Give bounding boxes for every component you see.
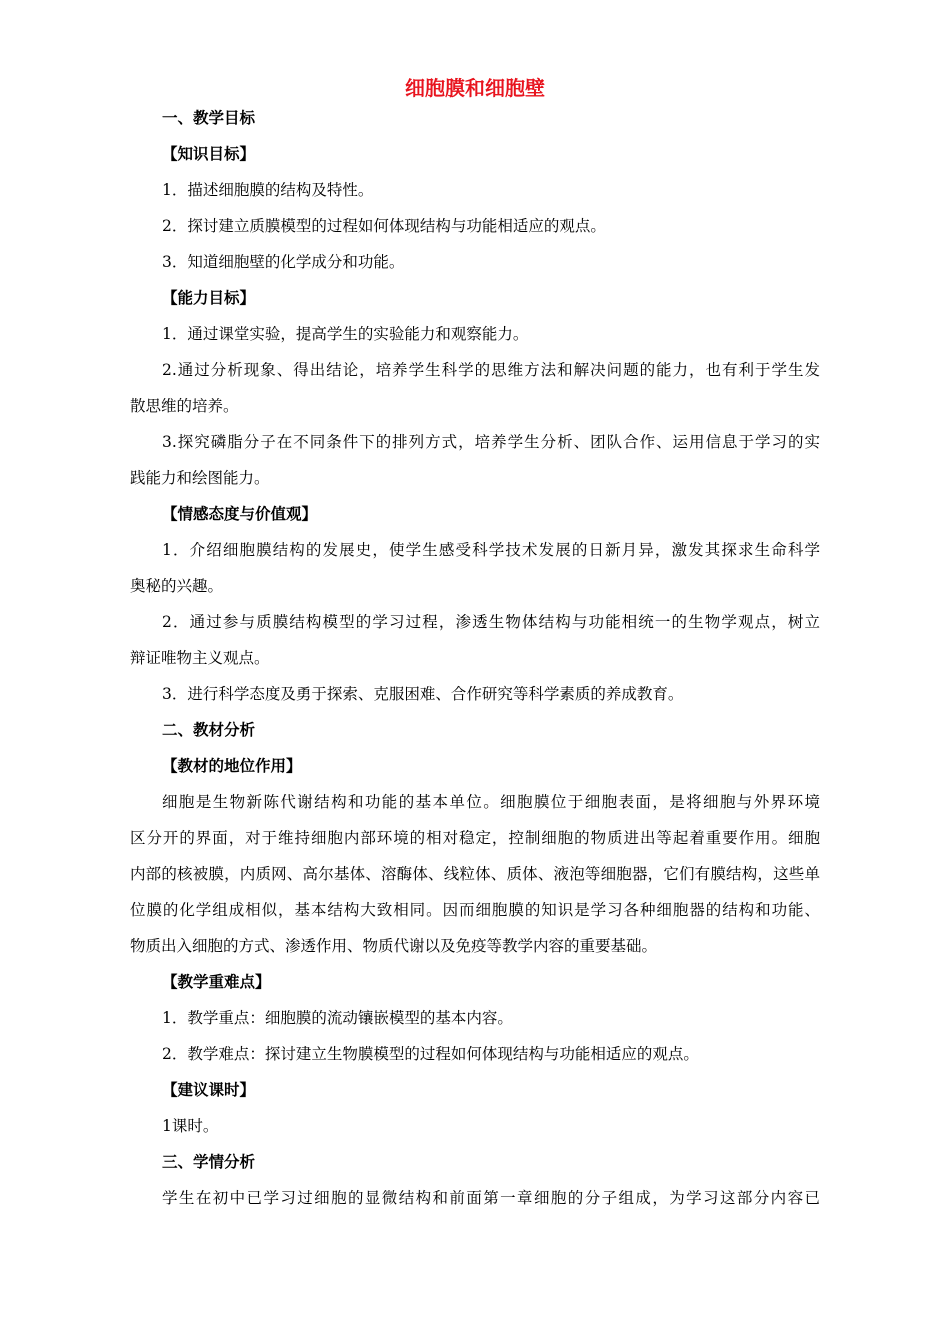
hours-text: 1课时。 [162, 1117, 219, 1135]
document-title: 细胞膜和细胞壁 [405, 76, 545, 100]
ability-item-2-line-1: 2.通过分析现象、得出结论，培养学生科学的思维方法和解决问题的能力，也有利于学生发 [162, 361, 820, 379]
ability-item-2-line-2: 散思维的培养。 [130, 397, 239, 415]
subheading-emotion: 【情感态度与价值观】 [162, 505, 318, 523]
subheading-ability: 【能力目标】 [162, 289, 256, 307]
subheading-hours: 【建议课时】 [162, 1081, 256, 1099]
keypoint-item-2: 2．教学难点：探讨建立生物膜模型的过程如何体现结构与功能相适应的观点。 [162, 1045, 699, 1063]
position-paragraph-line-1: 细胞是生物新陈代谢结构和功能的基本单位。细胞膜位于细胞表面，是将细胞与外界环境 [162, 793, 820, 811]
ability-item-3-line-1: 3.探究磷脂分子在不同条件下的排列方式，培养学生分析、团队合作、运用信息于学习的实 [162, 433, 820, 451]
emotion-item-1-line-2: 奥秘的兴趣。 [130, 577, 224, 595]
emotion-item-2-line-1: 2．通过参与质膜结构模型的学习过程，渗透生物体结构与功能相统一的生物学观点，树立 [162, 613, 820, 631]
position-paragraph-line-3: 内部的核被膜，内质网、高尔基体、溶酶体、线粒体、质体、液泡等细胞器，它们有膜结构，这些单 [130, 865, 820, 883]
subheading-position: 【教材的地位作用】 [162, 757, 302, 775]
position-paragraph-line-5: 物质出入细胞的方式、渗透作用、物质代谢以及免疫等教学内容的重要基础。 [130, 937, 658, 955]
section-heading-goals: 一、教学目标 [162, 109, 256, 127]
emotion-item-2-line-2: 辩证唯物主义观点。 [130, 649, 270, 667]
emotion-item-1-line-1: 1．介绍细胞膜结构的发展史，使学生感受科学技术发展的日新月异，激发其探求生命科学 [162, 541, 820, 559]
section-heading-students: 三、学情分析 [162, 1153, 256, 1171]
knowledge-item-3: 3．知道细胞壁的化学成分和功能。 [162, 253, 405, 271]
emotion-item-3: 3．进行科学态度及勇于探索、克服困难、合作研究等科学素质的养成教育。 [162, 685, 684, 703]
position-paragraph-line-4: 位膜的化学组成相似，基本结构大致相同。因而细胞膜的知识是学习各种细胞器的结构和功能、 [130, 901, 820, 919]
keypoint-item-1: 1．教学重点：细胞膜的流动镶嵌模型的基本内容。 [162, 1009, 513, 1027]
ability-item-1: 1．通过课堂实验，提高学生的实验能力和观察能力。 [162, 325, 529, 343]
section-heading-materials: 二、教材分析 [162, 721, 256, 739]
knowledge-item-1: 1．描述细胞膜的结构及特性。 [162, 181, 374, 199]
document-body [130, 100, 820, 1216]
ability-item-3-line-2: 践能力和绘图能力。 [130, 469, 270, 487]
subheading-knowledge: 【知识目标】 [162, 145, 256, 163]
knowledge-item-2: 2．探讨建立质膜模型的过程如何体现结构与功能相适应的观点。 [162, 217, 606, 235]
subheading-keypoints: 【教学重难点】 [162, 973, 271, 991]
students-paragraph-line-1: 学生在初中已学习过细胞的显微结构和前面第一章细胞的分子组成，为学习这部分内容已 [162, 1189, 820, 1207]
position-paragraph-line-2: 区分开的界面，对于维持细胞内部环境的相对稳定，控制细胞的物质进出等起着重要作用。细胞 [130, 829, 820, 847]
